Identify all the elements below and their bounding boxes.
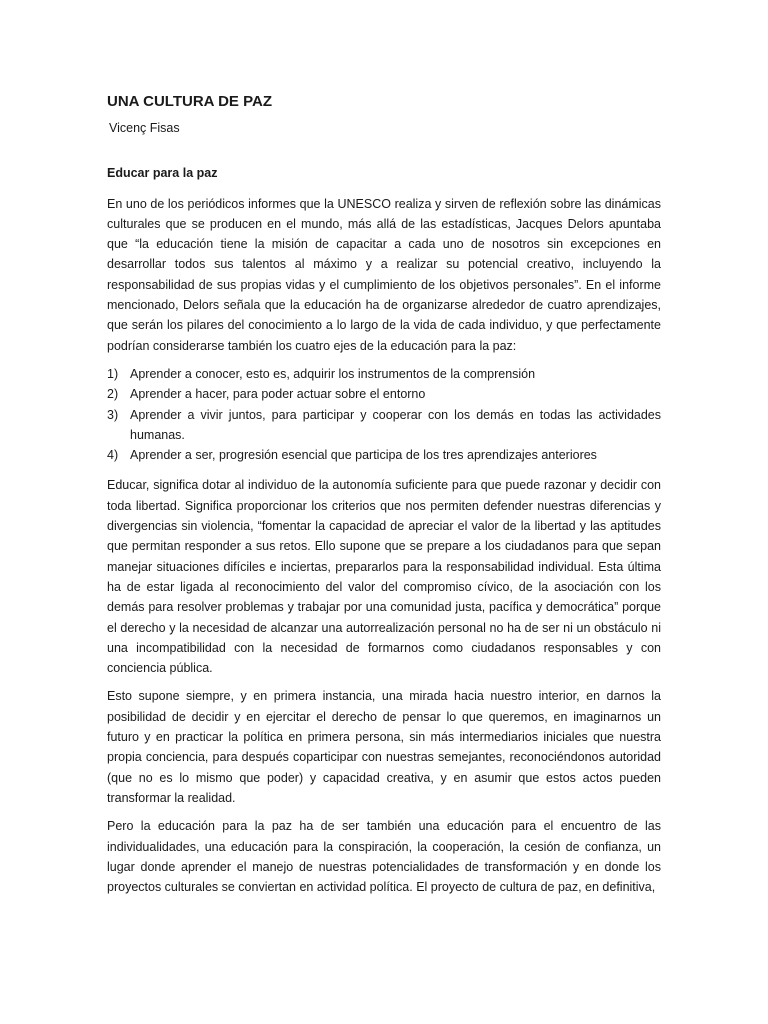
- paragraph-2: Educar, significa dotar al individuo de la autonomía suficiente para que puede razonar y decidir con toda libertad. Significa proporcionar los criterios que nos permiten defender nuestras diferencias y divergencias sin violencia, “fomentar la capacidad de apreciar el valor de la libertad y las aptitudes que permitan responder a sus retos. Ello supone que se prepare a los ciudadanos para que sepan manejar situaciones difíciles e inciertas, prepararlos para la responsabilidad individual. Esta última ha de estar ligada al reconocimiento del valor del compromiso cívico, de la asociación con los demás para resolver problemas y trabajar por una comunidad justa, pacífica y democrática” porque el derecho y la necesidad de alcanzar una autorrealización personal no ha de ser ni un obstáculo ni una incompatibilidad con la necesidad de formarnos como ciudadanos responsables y con conciencia pública.: [107, 478, 661, 676]
- document-author: Vicenç Fisas: [109, 121, 180, 135]
- document-title: UNA CULTURA DE PAZ: [107, 93, 272, 110]
- numbered-list: [107, 364, 661, 465]
- section-heading: Educar para la paz: [107, 166, 218, 181]
- list-item: [107, 364, 661, 384]
- list-item: [107, 384, 661, 404]
- list-item: [107, 405, 661, 446]
- list-item: [107, 445, 661, 465]
- list-item-text: Aprender a vivir juntos, para participar y cooperar con los demás en todas las actividades humanas.: [130, 407, 661, 442]
- list-item-text: Aprender a conocer, esto es, adquirir los instrumentos de la comprensión: [130, 366, 536, 381]
- list-item-number: 3): [107, 407, 119, 422]
- list-item-number: 4): [107, 448, 119, 463]
- paragraph-4: Pero la educación para la paz ha de ser también una educación para el encuentro de las individualidades, una educación para la conspiración, la cooperación, la cesión de confianza, un lugar donde aprender el manejo de nuestras potencialidades de transformación y en donde los proyectos culturales se conviertan en actividad política. El proyecto de cultura de paz, en definitiva,: [107, 819, 661, 895]
- document-page: [107, 92, 661, 897]
- paragraph-3: Esto supone siempre, y en primera instancia, una mirada hacia nuestro interior, en darnos la posibilidad de decidir y en ejercitar el derecho de pensar lo que queremos, en imaginarnos un futuro y en practicar la política en primera persona, sin más intermediarios iniciales que nuestra propia conciencia, para después coparticipar con nuestras semejantes, reconociéndonos autoridad (que no es lo mismo que poder) y capacidad creativa, y en asumir que estos actos pueden transformar la realidad.: [107, 689, 661, 805]
- list-item-number: 2): [107, 387, 119, 402]
- paragraph-1: En uno de los periódicos informes que la UNESCO realiza y sirven de reflexión sobre las dinámicas culturales que se producen en el mundo, más allá de las estadísticas, Jacques Delors apuntaba que “la educación tiene la misión de capacitar a cada uno de nosotros sin excepciones en desarrollar todos sus talentos al máximo y a realizar su potencial creativo, incluyendo la responsabilidad de sus propias vidas y el cumplimiento de los objetivos personales”. En el informe mencionado, Delors señala que la educación ha de organizarse alrededor de cuatro aprendizajes, que serán los pilares del conocimiento a lo largo de la vida de cada individuo, y que perfectamente podrían considerarse también los cuatro ejes de la educación para la paz:: [107, 196, 661, 353]
- list-item-text: Aprender a ser, progresión esencial que participa de los tres aprendizajes anteriores: [130, 448, 597, 463]
- list-item-number: 1): [107, 366, 119, 381]
- list-item-text: Aprender a hacer, para poder actuar sobre el entorno: [130, 387, 426, 402]
